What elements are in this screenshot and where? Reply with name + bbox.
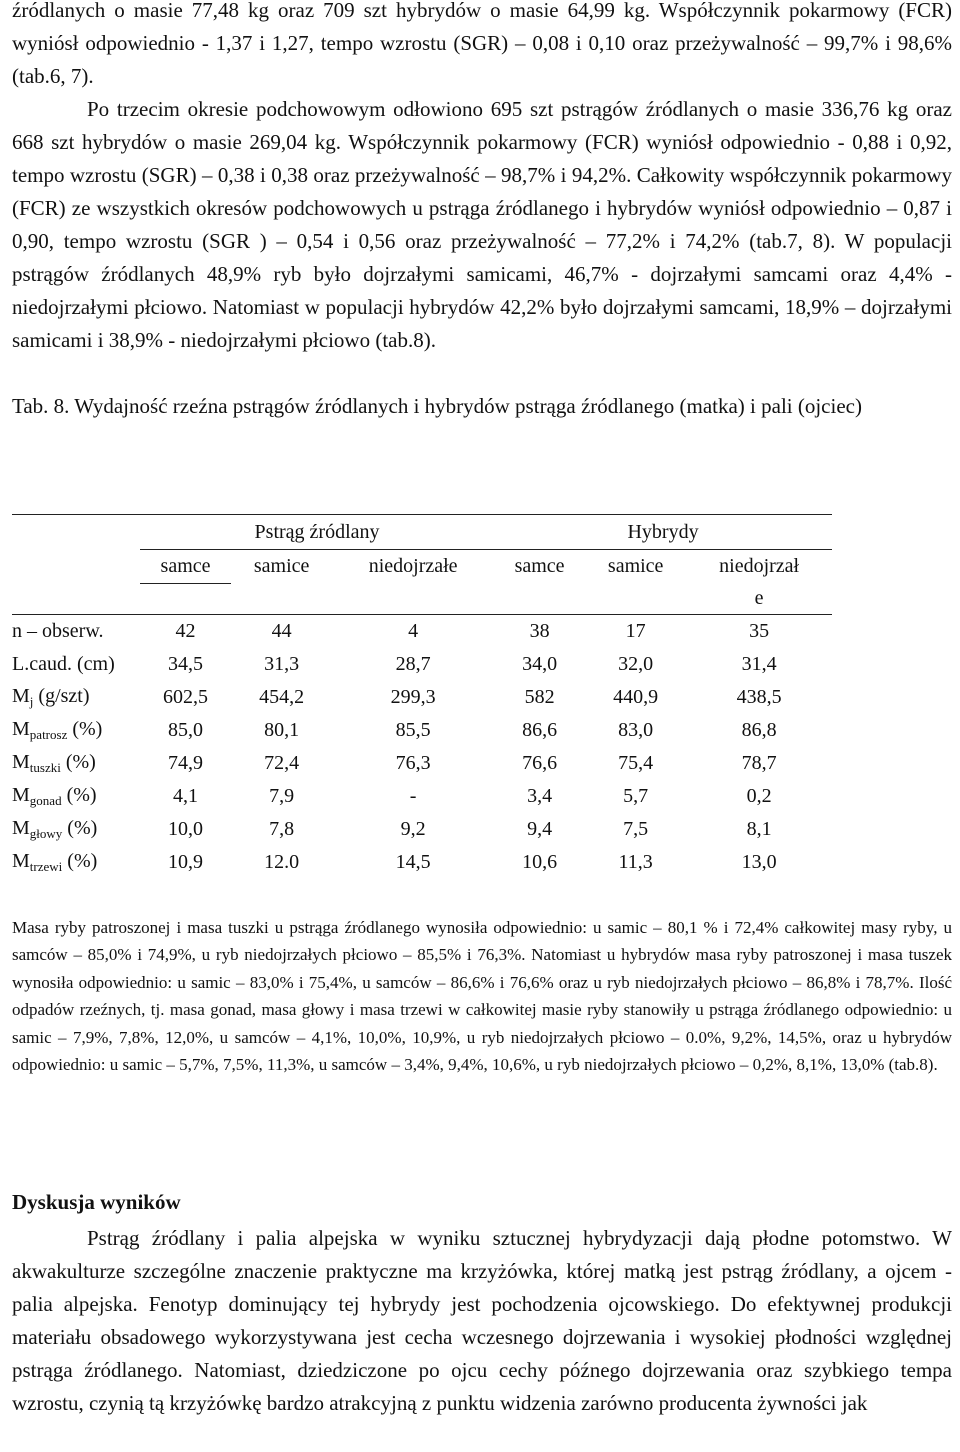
table-cell: 3,4	[527, 785, 553, 807]
row-label: $M_{trzewi}$ (%)	[12, 850, 98, 874]
table-caption: Tab. 8. Wydajność rzeźna pstrągów źródlanych i hybrydów pstrąga źródlanego (matka) i pali (ojciec)	[12, 394, 862, 418]
table-cell: 17	[625, 620, 646, 642]
table-cell: 34,5	[168, 653, 204, 675]
table-cell: 602,5	[163, 686, 209, 708]
table-cell: 85,5	[395, 719, 431, 741]
table-cell: 85,0	[168, 719, 204, 741]
table-cell: 440,9	[613, 686, 659, 708]
table-row	[12, 813, 832, 846]
table-cell: 35	[749, 620, 770, 642]
table-cell: 44	[271, 620, 292, 642]
group-header-brook-trout: Pstrąg źródlany	[140, 515, 494, 550]
subheader-cell: niedojrzał	[686, 550, 832, 584]
table-cell: 10,0	[168, 818, 204, 840]
table-row	[12, 615, 832, 649]
table-cell: 42	[175, 620, 196, 642]
table-cell: 76,3	[395, 752, 431, 774]
section-heading: Dyskusja wyników	[12, 1190, 181, 1214]
table-row	[12, 780, 832, 813]
table-cell: 76,6	[522, 752, 558, 774]
table-cell: 13,0	[741, 851, 777, 873]
table-subheader-row	[12, 550, 832, 584]
row-label: $M_{gonad}$ (%)	[12, 784, 97, 808]
paragraph-4: Pstrąg źródlany i palia alpejska w wyniku sztucznej hybrydyzacji dają płodne potomstwo. W akwakulturze szczególne znaczenie praktyczne ma krzyżówka, której matką jest pstrąg źródlany, a ojcem - palia alpejska. Fenotyp dominujący tej hybrydy jest pochodzenia ojcowskiego. Do efektywnej produkcji materiału obsadowego wykorzystywana jest cecha wczesnego dojrzewania i wysokiej płodności względnej pstrąga źródlanego. Natomiast, dziedziczone po ojcu cechy późnego dojrzewania oraz szybkiego tempa wzrostu, czynią tą krzyżówkę bardzo atrakcyjną z punktu widzenia zarówno producenta żywności jak	[12, 1226, 952, 1415]
table-cell: 28,7	[395, 653, 431, 675]
table-cell: 86,6	[522, 719, 558, 741]
table-cell: 34,0	[522, 653, 558, 675]
table-cell: 10,6	[522, 851, 558, 873]
table-cell: 10,9	[168, 851, 204, 873]
table-subheader-wrap-row	[12, 584, 832, 615]
table-cell: 14,5	[395, 851, 431, 873]
table-cell: 4	[408, 620, 419, 642]
table-cell: 11,3	[618, 851, 653, 873]
table-cell: 86,8	[741, 719, 777, 741]
row-label: n – obserw.	[12, 620, 104, 642]
table-cell: 299,3	[390, 686, 436, 708]
table-cell: 74,9	[168, 752, 204, 774]
subheader-cell: samice	[585, 550, 686, 584]
table-row	[12, 681, 832, 714]
table-cell: 31,4	[741, 653, 777, 675]
table-cell: 9,4	[527, 818, 553, 840]
table-cell: 454,2	[259, 686, 305, 708]
table-cell: 7,5	[623, 818, 649, 840]
row-label: $M_{patrosz}$ (%)	[12, 718, 103, 742]
table-cell: -	[409, 785, 417, 807]
table-row	[12, 714, 832, 747]
slaughter-yield-table	[12, 514, 832, 879]
table-cell: 80,1	[264, 719, 300, 741]
group-header-hybrids: Hybrydy	[494, 515, 832, 550]
table-cell: 78,7	[741, 752, 777, 774]
table-cell: 7,8	[269, 818, 295, 840]
row-label: L.caud. (cm)	[12, 653, 115, 675]
table-cell: 38	[529, 620, 550, 642]
table-cell: 582	[524, 686, 555, 708]
table-cell: 83,0	[618, 719, 654, 741]
table-cell: 31,3	[264, 653, 300, 675]
paragraph-2: Po trzecim okresie podchowowym odłowiono 695 szt pstrągów źródlanych o masie 336,76 kg oraz 668 szt hybrydów o masie 269,04 kg. Współczynnik pokarmowy (FCR) wyniósł odpowiednio - 0,88 i 0,92, tempo wzrostu (SGR) – 0,38 i 0,38 oraz przeżywalność – 98,7% i 94,2%. Całkowity współczynnik pokarmowy (FCR) ze wszystkich okresów podchowowych u pstrąga źródlanego i hybrydów wyniósł odpowiednio – 0,87 i 0,90, tempo wzrostu (SGR ) – 0,54 i 0,56 oraz przeżywalność – 77,2% i 74,2% (tab.7, 8). W populacji pstrągów źródlanych 48,9% ryb było dojrzałymi samicami, 46,7% - dojrzałymi samcami oraz 4,4% - niedojrzałymi płciowo. Natomiast w populacji hybrydów 42,2% było dojrzałymi samcami, 18,9% – dojrzałymi samicami i 38,9% - niedojrzałymi płciowo (tab.8).	[12, 97, 952, 352]
table-cell: 9,2	[400, 818, 426, 840]
table-row	[12, 648, 832, 681]
subheader-cell: niedojrzałe	[332, 550, 494, 584]
table-cell: 0,2	[746, 785, 772, 807]
subheader-wrap: e	[686, 584, 832, 615]
table-cell: 32,0	[618, 653, 654, 675]
subheader-cell: samice	[231, 550, 332, 584]
table-cell: 438,5	[736, 686, 782, 708]
table-cell: 4,1	[173, 785, 199, 807]
paragraph-1: źródlanych o masie 77,48 kg oraz 709 szt hybrydów o masie 64,99 kg. Współczynnik pokarmowy (FCR) wyniósł odpowiednio - 1,37 i 1,27, tempo wzrostu (SGR) – 0,08 i 0,10 oraz przeżywalność – 99,7% i 98,6% (tab.6, 7).	[12, 0, 952, 88]
table-group-header-row	[12, 515, 832, 550]
table-cell: 8,1	[746, 818, 772, 840]
row-label: $M_j$ (g/szt)	[12, 685, 90, 709]
table-cell: 75,4	[618, 752, 654, 774]
table-cell: 7,9	[269, 785, 295, 807]
subheader-cell: samce	[140, 550, 231, 584]
subheader-cell: samce	[494, 550, 585, 584]
row-label: $M_{głowy}$ (%)	[12, 817, 98, 841]
table-cell: 5,7	[623, 785, 649, 807]
table-row	[12, 846, 832, 879]
table-row	[12, 747, 832, 780]
paragraph-3: Masa ryby patroszonej i masa tuszki u pstrąga źródlanego wynosiła odpowiednio: u samic – 80,1 % i 72,4% całkowitej masy ryby, u samców – 85,0% i 74,9%, u ryb niedojrzałych płciowo – 85,5% i 76,3%. Natomiast u hybrydów masa ryby patroszonej i masa tuszek wynosiła odpowiednio: u samic – 83,0% i 75,4%, u samców – 86,6% i 76,6% oraz u ryb niedojrzałych płciowo – 86,8% i 78,7%. Ilość odpadów rzeźnych, tj. masa gonad, masa głowy i masa trzewi w całkowitej masie ryby stanowiły u pstrąga źródlanego odpowiednio: u samic – 7,9%, 7,8%, 12,0%, u samców – 4,1%, 10,0%, 10,9%, u ryb niedojrzałych płciowo – 0.0%, 9,2%, 14,5%, oraz u hybrydów odpowiednio: u samic – 5,7%, 7,5%, 11,3%, u samców – 3,4%, 9,4%, 10,6%, u ryb niedojrzałych płciowo – 0,2%, 8,1%, 13,0% (tab.8).	[12, 918, 952, 1075]
row-label: $M_{tuszki}$ (%)	[12, 751, 96, 775]
table-cell: 12.0	[264, 851, 300, 873]
table-cell: 72,4	[264, 752, 300, 774]
